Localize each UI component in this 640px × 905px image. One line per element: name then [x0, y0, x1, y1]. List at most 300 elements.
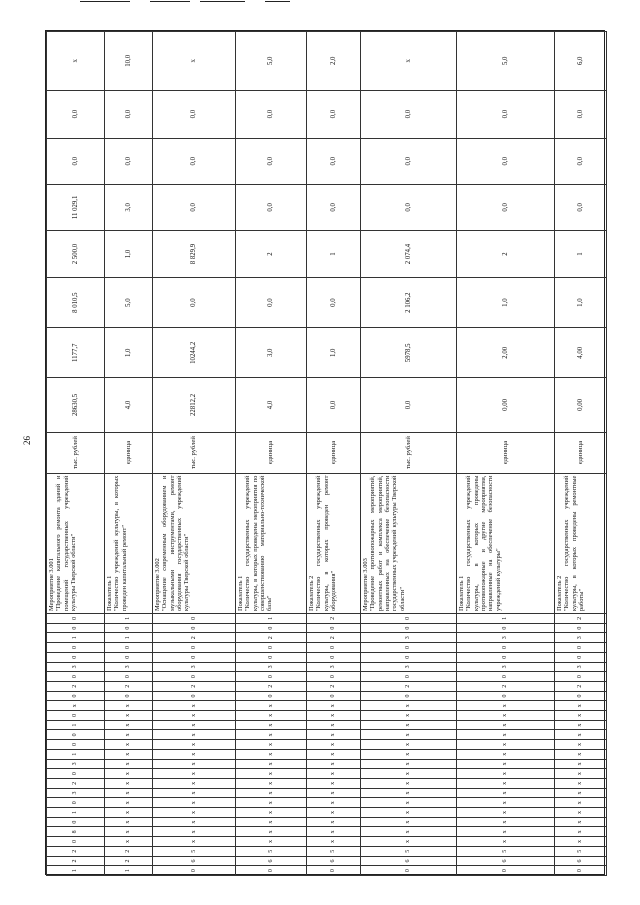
- code-cell: 2: [153, 633, 236, 643]
- value-cell: 0,0: [236, 90, 307, 138]
- code-cell: 2: [307, 681, 361, 691]
- code-cell: 0: [47, 817, 105, 827]
- code-cell: x: [555, 740, 607, 750]
- code-cell: 0: [307, 643, 361, 653]
- code-cell: x: [361, 798, 457, 808]
- code-cell: x: [236, 701, 307, 711]
- item-title: Мероприятие 3.003: [362, 558, 369, 612]
- code-cell: 0: [47, 614, 105, 624]
- item-name-cell: [361, 473, 457, 613]
- value-cell: 0,0: [307, 278, 361, 328]
- value-cell: 0,0: [555, 138, 607, 184]
- code-cell: 0: [153, 866, 236, 876]
- code-cell: x: [105, 788, 153, 798]
- code-cell: x: [555, 769, 607, 779]
- item-title: Мероприятие 3.001: [48, 558, 55, 612]
- code-cell: 0: [457, 691, 555, 701]
- value-cell: 4,0: [105, 378, 153, 432]
- value-cell: 0,0: [361, 184, 457, 230]
- value-cell: 1177,7: [47, 328, 105, 378]
- code-cell: 3: [361, 633, 457, 643]
- code-cell: x: [457, 769, 555, 779]
- code-cell: 0: [307, 652, 361, 662]
- code-cell: 0: [555, 672, 607, 682]
- code-cell: 2: [47, 846, 105, 856]
- code-cell: 1: [47, 866, 105, 876]
- value-cell: 0,0: [361, 138, 457, 184]
- code-cell: x: [236, 740, 307, 750]
- code-cell: x: [307, 740, 361, 750]
- code-cell: 2: [105, 681, 153, 691]
- item-name-cell: [555, 473, 607, 613]
- code-cell: 6: [457, 856, 555, 866]
- code-cell: x: [457, 837, 555, 847]
- code-cell: x: [307, 837, 361, 847]
- code-cell: 0: [153, 672, 236, 682]
- code-cell: x: [307, 749, 361, 759]
- value-cell: 1,0: [555, 278, 607, 328]
- code-cell: x: [457, 827, 555, 837]
- table-row: [361, 32, 457, 876]
- value-cell: 10244,2: [153, 328, 236, 378]
- code-cell: 5: [153, 846, 236, 856]
- value-cell: 1,0: [105, 230, 153, 277]
- code-cell: 3: [555, 633, 607, 643]
- code-cell: 2: [555, 614, 607, 624]
- code-cell: 0: [361, 623, 457, 633]
- code-cell: 2: [236, 633, 307, 643]
- value-cell: 0,0: [153, 138, 236, 184]
- value-cell: 4,00: [555, 328, 607, 378]
- code-cell: x: [555, 837, 607, 847]
- code-cell: 0: [47, 691, 105, 701]
- value-cell: x: [361, 32, 457, 91]
- value-cell: 0,0: [47, 138, 105, 184]
- code-cell: 0: [457, 866, 555, 876]
- code-cell: x: [555, 778, 607, 788]
- code-cell: x: [153, 778, 236, 788]
- code-cell: 0: [105, 691, 153, 701]
- unit-cell: единица: [236, 432, 307, 473]
- code-cell: x: [361, 740, 457, 750]
- code-cell: x: [457, 759, 555, 769]
- code-cell: x: [236, 749, 307, 759]
- value-cell: 0,0: [47, 90, 105, 138]
- code-cell: 3: [47, 662, 105, 672]
- code-cell: x: [153, 837, 236, 847]
- unit-cell: тыс. рублей: [47, 432, 105, 473]
- code-cell: x: [307, 827, 361, 837]
- code-cell: x: [457, 749, 555, 759]
- item-name-cell: [457, 473, 555, 613]
- code-cell: 3: [457, 662, 555, 672]
- code-cell: x: [307, 817, 361, 827]
- code-cell: 0: [153, 614, 236, 624]
- code-cell: 3: [307, 662, 361, 672]
- code-cell: 0: [47, 730, 105, 740]
- code-cell: x: [236, 720, 307, 730]
- item-title: Показатель 2: [308, 575, 315, 612]
- code-cell: 0: [47, 711, 105, 721]
- code-cell: x: [307, 711, 361, 721]
- code-cell: 0: [47, 740, 105, 750]
- item-name-cell: [105, 473, 153, 613]
- code-cell: 0: [105, 652, 153, 662]
- code-cell: x: [105, 837, 153, 847]
- code-cell: 0: [153, 652, 236, 662]
- code-cell: 0: [307, 691, 361, 701]
- item-title: Показатель 2: [556, 575, 563, 612]
- value-cell: 4,0: [236, 378, 307, 432]
- value-cell: 0,0: [105, 90, 153, 138]
- code-cell: x: [105, 711, 153, 721]
- value-cell: 0,0: [307, 378, 361, 432]
- code-cell: x: [555, 817, 607, 827]
- code-cell: x: [236, 778, 307, 788]
- code-cell: x: [361, 711, 457, 721]
- code-cell: 0: [236, 691, 307, 701]
- value-cell: 2 500,0: [47, 230, 105, 277]
- item-description: "Количество государственных учреждений культуры, в которых проведены мероприятия по совершенствованию материально-технической базы": [244, 475, 274, 612]
- value-cell: 3,0: [105, 184, 153, 230]
- code-cell: x: [361, 730, 457, 740]
- code-cell: x: [555, 749, 607, 759]
- code-cell: 0: [47, 798, 105, 808]
- value-cell: 0,0: [361, 90, 457, 138]
- value-cell: 0,0: [361, 378, 457, 432]
- code-cell: x: [153, 740, 236, 750]
- code-cell: 0: [236, 866, 307, 876]
- code-cell: 1: [47, 808, 105, 818]
- code-cell: 6: [361, 856, 457, 866]
- value-cell: 5,0: [236, 32, 307, 91]
- value-cell: 1: [307, 230, 361, 277]
- table-row: [105, 32, 153, 876]
- code-cell: x: [236, 711, 307, 721]
- code-cell: 5: [236, 846, 307, 856]
- code-cell: x: [307, 778, 361, 788]
- code-cell: 1: [47, 749, 105, 759]
- item-title: Показатель 1: [458, 575, 465, 612]
- item-description: "Количество государственных учреждений культуры, в которых проведены ремонтные работы": [563, 475, 586, 612]
- item-name-cell: [236, 473, 307, 613]
- code-cell: x: [361, 778, 457, 788]
- code-cell: x: [153, 808, 236, 818]
- unit-cell: единица: [307, 432, 361, 473]
- code-cell: 0: [47, 652, 105, 662]
- code-cell: x: [153, 798, 236, 808]
- table-row: [307, 32, 361, 876]
- item-description: "Проведение капитального ремонта зданий и помещений государственных учреждений культуры Тверской области": [55, 475, 78, 612]
- unit-cell: тыс. рублей: [153, 432, 236, 473]
- code-cell: x: [307, 808, 361, 818]
- value-cell: 1,0: [105, 328, 153, 378]
- code-cell: 2: [307, 633, 361, 643]
- code-cell: x: [105, 759, 153, 769]
- code-cell: x: [555, 808, 607, 818]
- value-cell: 6,0: [555, 32, 607, 91]
- code-cell: x: [555, 798, 607, 808]
- code-cell: 1: [47, 720, 105, 730]
- value-cell: 2 074,4: [361, 230, 457, 277]
- value-cell: 0,0: [555, 90, 607, 138]
- value-cell: 2 106,2: [361, 278, 457, 328]
- code-cell: x: [153, 749, 236, 759]
- code-cell: 1: [105, 866, 153, 876]
- value-cell: 0,0: [457, 90, 555, 138]
- unit-cell: тыс. рублей: [361, 432, 457, 473]
- value-cell: 0,0: [153, 184, 236, 230]
- value-cell: 0,0: [307, 184, 361, 230]
- code-cell: 6: [153, 856, 236, 866]
- code-cell: 0: [361, 652, 457, 662]
- item-title: Показатель 1: [106, 575, 113, 612]
- code-cell: x: [361, 769, 457, 779]
- code-cell: x: [105, 798, 153, 808]
- code-cell: x: [236, 837, 307, 847]
- code-cell: x: [457, 798, 555, 808]
- code-cell: 1: [105, 614, 153, 624]
- code-cell: x: [555, 827, 607, 837]
- code-cell: 0: [361, 614, 457, 624]
- code-cell: 0: [307, 672, 361, 682]
- value-cell: 8 829,9: [153, 230, 236, 277]
- code-cell: x: [307, 720, 361, 730]
- code-cell: 5: [361, 846, 457, 856]
- code-cell: 5: [307, 846, 361, 856]
- code-cell: 6: [307, 856, 361, 866]
- value-cell: 0,0: [307, 138, 361, 184]
- table-row: [555, 32, 607, 876]
- value-cell: 2,0: [307, 32, 361, 91]
- code-cell: x: [236, 769, 307, 779]
- code-cell: 5: [555, 846, 607, 856]
- item-name-cell: [47, 473, 105, 613]
- code-cell: 0: [47, 837, 105, 847]
- code-cell: x: [457, 808, 555, 818]
- code-cell: 2: [236, 681, 307, 691]
- code-cell: x: [236, 808, 307, 818]
- code-cell: 0: [555, 866, 607, 876]
- code-cell: 0: [555, 623, 607, 633]
- value-cell: 2: [236, 230, 307, 277]
- code-cell: 0: [236, 672, 307, 682]
- item-description: "Оснащение современным оборудованием и музыкальными инструментами, ремонт оборудования государственных учреждений культуры Тверской области": [161, 475, 191, 612]
- code-cell: 0: [105, 623, 153, 633]
- value-cell: 5,0: [457, 32, 555, 91]
- code-cell: x: [307, 798, 361, 808]
- code-cell: x: [236, 730, 307, 740]
- code-cell: 0: [153, 691, 236, 701]
- code-cell: x: [555, 701, 607, 711]
- code-cell: 2: [105, 856, 153, 866]
- unit-cell: единица: [457, 432, 555, 473]
- code-cell: 3: [47, 759, 105, 769]
- value-cell: 0,0: [236, 278, 307, 328]
- table-row: [47, 32, 105, 876]
- code-cell: 8: [47, 827, 105, 837]
- code-cell: x: [105, 827, 153, 837]
- code-cell: x: [361, 808, 457, 818]
- code-cell: 1: [47, 633, 105, 643]
- code-cell: x: [236, 827, 307, 837]
- value-cell: 5,0: [105, 278, 153, 328]
- item-name-cell: [307, 473, 361, 613]
- code-cell: x: [361, 788, 457, 798]
- code-cell: 2: [457, 681, 555, 691]
- code-cell: 6: [555, 856, 607, 866]
- value-cell: 0,0: [236, 184, 307, 230]
- code-cell: 0: [457, 652, 555, 662]
- code-cell: x: [555, 788, 607, 798]
- code-cell: x: [307, 769, 361, 779]
- code-cell: 3: [47, 788, 105, 798]
- table-row: [457, 32, 555, 876]
- code-cell: 0: [307, 866, 361, 876]
- code-cell: 3: [236, 662, 307, 672]
- code-cell: x: [105, 740, 153, 750]
- code-cell: x: [105, 769, 153, 779]
- code-cell: x: [361, 827, 457, 837]
- code-cell: x: [361, 759, 457, 769]
- code-cell: 0: [361, 643, 457, 653]
- value-cell: 1: [555, 230, 607, 277]
- code-cell: x: [47, 701, 105, 711]
- item-description: "Количество учреждений культуры, в которых проведен капитальный ремонт": [113, 475, 128, 612]
- code-cell: x: [457, 730, 555, 740]
- value-cell: 8 010,5: [47, 278, 105, 328]
- code-cell: 0: [236, 652, 307, 662]
- code-cell: 6: [236, 856, 307, 866]
- table-row: [153, 32, 236, 876]
- code-cell: 0: [457, 623, 555, 633]
- code-cell: 3: [555, 662, 607, 672]
- code-cell: x: [236, 759, 307, 769]
- value-cell: 0,0: [457, 138, 555, 184]
- code-cell: x: [307, 759, 361, 769]
- value-cell: 1,0: [457, 278, 555, 328]
- code-cell: 0: [555, 652, 607, 662]
- code-cell: x: [555, 730, 607, 740]
- value-cell: 22812,2: [153, 378, 236, 432]
- item-title: Показатель 1: [237, 575, 244, 612]
- code-cell: 3: [153, 662, 236, 672]
- code-cell: x: [555, 759, 607, 769]
- value-cell: 0,0: [307, 90, 361, 138]
- value-cell: 10,0: [105, 32, 153, 91]
- code-cell: 2: [47, 778, 105, 788]
- code-cell: 0: [361, 691, 457, 701]
- scan-edge-marks: [0, 0, 640, 6]
- code-cell: x: [153, 817, 236, 827]
- value-cell: 2: [457, 230, 555, 277]
- code-cell: 0: [236, 643, 307, 653]
- code-cell: 2: [307, 614, 361, 624]
- code-cell: 2: [47, 856, 105, 866]
- code-cell: 0: [47, 643, 105, 653]
- code-cell: 1: [105, 633, 153, 643]
- code-cell: x: [236, 788, 307, 798]
- code-cell: 0: [153, 623, 236, 633]
- code-cell: 0: [47, 769, 105, 779]
- code-cell: x: [457, 817, 555, 827]
- code-cell: 2: [555, 681, 607, 691]
- value-cell: x: [47, 32, 105, 91]
- code-cell: x: [457, 778, 555, 788]
- value-cell: 2,00: [457, 328, 555, 378]
- code-cell: x: [153, 701, 236, 711]
- item-name-cell: [153, 473, 236, 613]
- value-cell: 11 029,1: [47, 184, 105, 230]
- code-cell: 0: [153, 643, 236, 653]
- unit-cell: единица: [105, 432, 153, 473]
- value-cell: 5978,5: [361, 328, 457, 378]
- value-cell: 0,00: [555, 378, 607, 432]
- code-cell: x: [153, 788, 236, 798]
- code-cell: 0: [105, 672, 153, 682]
- code-cell: 0: [361, 866, 457, 876]
- value-cell: 1,0: [307, 328, 361, 378]
- item-title: Мероприятие 3.002: [154, 558, 161, 612]
- code-cell: x: [307, 788, 361, 798]
- code-cell: 3: [457, 633, 555, 643]
- item-description: "Количество государственных учреждений культуры, в которых проведены противопожарные и другие мероприятия, направленные на обеспечение безопасности учреждений культуры": [465, 475, 502, 612]
- code-cell: x: [457, 740, 555, 750]
- code-cell: 0: [307, 623, 361, 633]
- code-cell: x: [105, 778, 153, 788]
- code-cell: x: [153, 769, 236, 779]
- code-cell: 2: [361, 681, 457, 691]
- code-cell: x: [153, 827, 236, 837]
- code-cell: x: [105, 749, 153, 759]
- value-cell: 0,0: [153, 278, 236, 328]
- value-cell: 0,0: [105, 138, 153, 184]
- value-cell: 0,0: [153, 90, 236, 138]
- code-cell: x: [457, 701, 555, 711]
- value-cell: 0,00: [457, 378, 555, 432]
- code-cell: x: [153, 711, 236, 721]
- code-cell: x: [153, 720, 236, 730]
- code-cell: 3: [105, 662, 153, 672]
- code-cell: 5: [457, 846, 555, 856]
- code-cell: x: [555, 720, 607, 730]
- code-cell: x: [307, 701, 361, 711]
- code-cell: 1: [457, 614, 555, 624]
- code-cell: x: [105, 808, 153, 818]
- unit-cell: единица: [555, 432, 607, 473]
- item-description: "Количество государственных учреждений культуры, в которых проведен ремонт оборудования": [315, 475, 338, 612]
- item-description: "Проведение противопожарных мероприятий, ремонтных работ и комплекса мероприятий, направленных на обеспечение безопасности государственных учреждений культуры Тверской области": [369, 475, 406, 612]
- code-cell: x: [457, 788, 555, 798]
- code-cell: x: [153, 730, 236, 740]
- code-cell: x: [457, 720, 555, 730]
- code-cell: 0: [236, 623, 307, 633]
- code-cell: 0: [47, 672, 105, 682]
- code-cell: x: [105, 817, 153, 827]
- code-cell: 2: [47, 681, 105, 691]
- value-cell: 0,0: [457, 184, 555, 230]
- code-cell: x: [457, 711, 555, 721]
- code-cell: x: [236, 817, 307, 827]
- table-row: [236, 32, 307, 876]
- code-cell: x: [307, 730, 361, 740]
- page-number: 26: [22, 436, 32, 445]
- value-cell: 28630,5: [47, 378, 105, 432]
- code-cell: x: [361, 749, 457, 759]
- budget-table-frame: [45, 30, 605, 875]
- code-cell: x: [361, 720, 457, 730]
- value-cell: 0,0: [555, 184, 607, 230]
